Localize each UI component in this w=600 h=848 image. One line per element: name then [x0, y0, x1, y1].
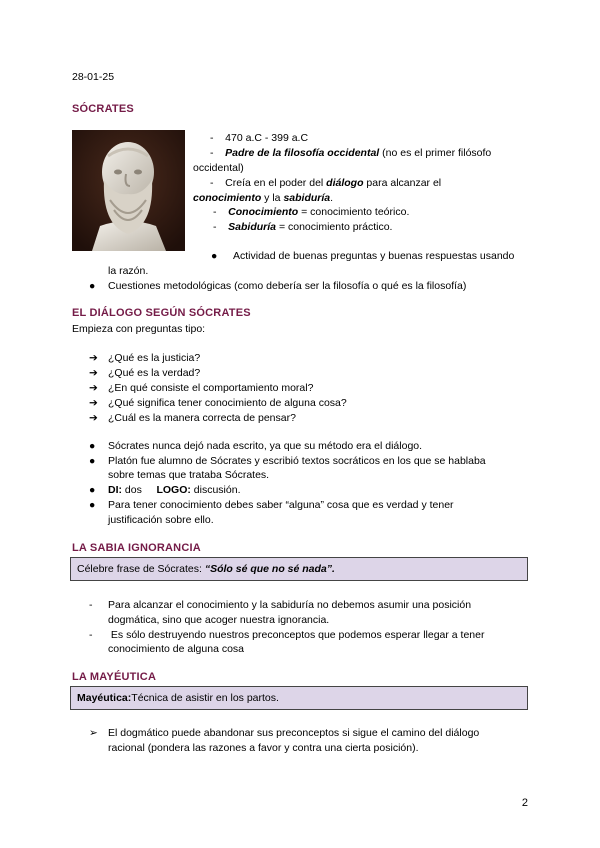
- page-number: 2: [521, 797, 528, 809]
- list-item-continuation: sobre temas que trataba Sócrates.: [108, 469, 270, 481]
- intro-text: Empieza con preguntas tipo:: [72, 323, 206, 335]
- list-item: ● DI: dos LOGO: discusión.: [89, 484, 241, 496]
- question-list: [89, 351, 347, 426]
- list-item: ➔ ¿En qué consiste el comportamiento moral?: [89, 382, 314, 394]
- list-item: ➔ ¿Qué es la verdad?: [89, 367, 201, 379]
- dash-icon: -: [89, 599, 93, 611]
- list-item: - Es sólo destruyendo nuestros preconceptos que podemos esperar llegar a tener: [89, 629, 485, 641]
- arrow-icon: ➔: [89, 397, 98, 409]
- dash-icon: -: [213, 206, 217, 218]
- bullet-icon: ●: [89, 440, 96, 452]
- bullet-icon: ●: [89, 499, 96, 511]
- arrow-icon: ➔: [89, 382, 98, 394]
- list-item: ● Sócrates nunca dejó nada escrito, ya que su método era el diálogo.: [89, 440, 423, 452]
- list-item: - Padre de la filosofía occidental (no es el primer filósofo: [210, 147, 492, 159]
- heading-mayeutica: LA MAYÉUTICA: [72, 671, 157, 683]
- list-item: - 470 a.C - 399 a.C: [210, 132, 309, 144]
- dash-icon: -: [89, 629, 93, 641]
- list-item: ➔ ¿Qué es la justicia?: [89, 352, 201, 364]
- quote-box: Célebre frase de Sócrates: “Sólo sé que no sé nada”.: [70, 557, 528, 581]
- dash-icon: -: [210, 147, 214, 159]
- list-item-continuation: racional (pondera las razones a favor y contra una cierta posición).: [108, 742, 419, 754]
- dash-icon: -: [210, 132, 214, 144]
- heading-ignorancia: LA SABIA IGNORANCIA: [72, 542, 201, 554]
- list-item: ● Platón fue alumno de Sócrates y escribió textos socráticos en los que se hablaba: [89, 455, 486, 467]
- list-item: ➔ ¿Cuál es la manera correcta de pensar?: [89, 412, 296, 424]
- list-item: ➢ El dogmático puede abandonar sus preconceptos si sigue el camino del diálogo: [89, 727, 480, 739]
- list-item-continuation: occidental): [193, 162, 244, 174]
- arrow-icon: ➔: [89, 367, 98, 379]
- bullet-icon: ●: [211, 250, 218, 262]
- list-item-continuation: dogmática, sino que acoger nuestra ignorancia.: [108, 614, 330, 626]
- date: 28-01-25: [72, 71, 115, 83]
- bullet-icon: ●: [89, 455, 96, 467]
- list-item: - Para alcanzar el conocimiento y la sabiduría no debemos asumir una posición: [89, 599, 472, 611]
- bullet-icon: ●: [89, 484, 96, 496]
- list-item-continuation: la razón.: [108, 265, 149, 277]
- list-item: - Sabiduría = conocimiento práctico.: [213, 221, 393, 233]
- list-item: - Creía en el poder del diálogo para alcanzar el: [210, 177, 442, 189]
- heading-dialogo: EL DIÁLOGO SEGÚN SÓCRATES: [72, 307, 251, 319]
- dash-icon: -: [213, 221, 217, 233]
- arrow-icon: ➔: [89, 412, 98, 424]
- definition-box: Mayéutica: Técnica de asistir en los partos.: [70, 686, 528, 710]
- dash-icon: -: [210, 177, 214, 189]
- list-item: ● Cuestiones metodológicas (como debería ser la filosofía o qué es la filosofía): [89, 280, 467, 292]
- heading-socrates: SÓCRATES: [72, 103, 134, 115]
- list-item: - Conocimiento = conocimiento teórico.: [213, 206, 410, 218]
- bullet-icon: ●: [89, 280, 96, 292]
- socrates-bust-image: [72, 130, 185, 251]
- list-item: ● Para tener conocimiento debes saber “alguna” cosa que es verdad y tener: [89, 499, 454, 511]
- arrow-icon: ➔: [89, 352, 98, 364]
- arrowhead-icon: ➢: [89, 727, 98, 739]
- list-item-continuation: conocimiento y la sabiduría.: [193, 192, 334, 204]
- list-item-continuation: justificación sobre ello.: [108, 514, 214, 526]
- list-item: ● Actividad de buenas preguntas y buenas respuestas usando: [211, 250, 515, 262]
- list-item-continuation: conocimiento de alguna cosa: [108, 643, 245, 655]
- list-item: ➔ ¿Qué significa tener conocimiento de alguna cosa?: [89, 397, 347, 409]
